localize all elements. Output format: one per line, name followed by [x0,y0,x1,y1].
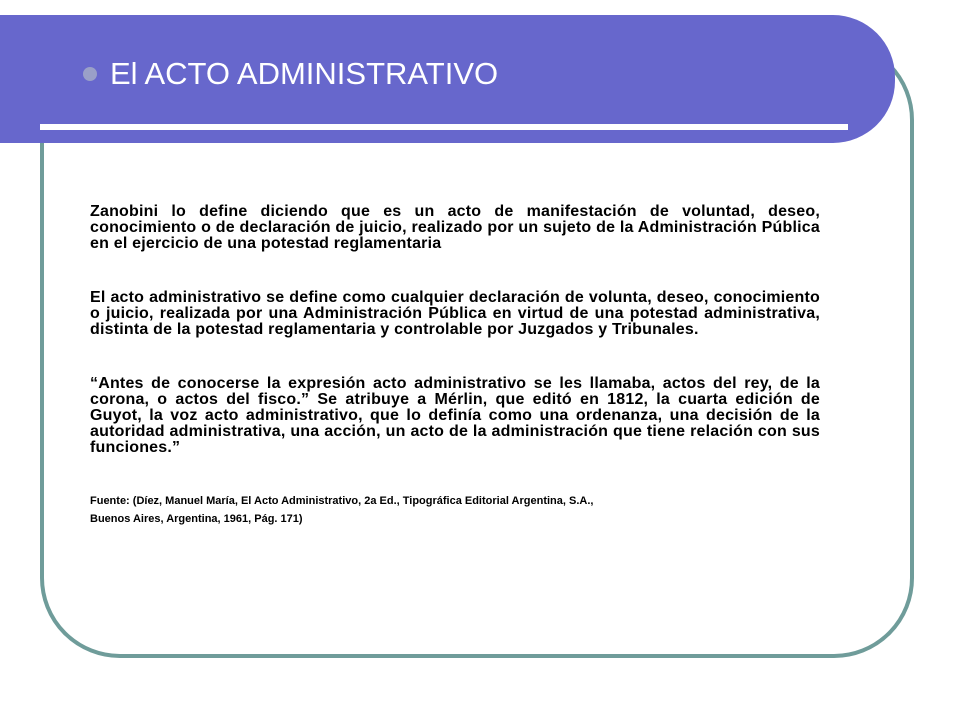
bullet-icon [83,67,97,81]
paragraph-zanobini: Zanobini lo define diciendo que es un acto de manifestación de voluntad, deseo, conocimiento o de declaración de juicio, realizado por un sujeto de la Administración Pública en el ejercicio de una potestad reglamentaria [90,203,820,252]
slide-body [90,204,820,528]
source-line-1: Fuente: (Díez, Manuel María, El Acto Administrativo, 2a Ed., Tipográfica Editorial Argentina, S.A., [90,495,594,507]
source-line-2: Buenos Aires, Argentina, 1961, Pág. 171) [90,513,303,525]
paragraph-definition: El acto administrativo se define como cualquier declaración de volunta, deseo, conocimiento o juicio, realizada por una Administración Pública en virtud de una potestad administrativa, distinta de la potestad reglamentaria y controlable por Juzgados y Tribunales. [90,289,820,338]
paragraph-quote: “Antes de conocerse la expresión acto administrativo se les llamaba, actos del rey, de la corona, o actos del fisco.” Se atribuye a Mérlin, que editó en 1812, la cuarta edición de Guyot, la voz acto administrativo, que lo definía como una ordenanza, una decisión de la autoridad administrativa, una acción, un acto de la administración que tiene relación con sus funciones.” [90,375,820,456]
source-citation [90,492,820,528]
slide-title: El ACTO ADMINISTRATIVO [110,56,499,91]
title-underline [40,124,848,130]
